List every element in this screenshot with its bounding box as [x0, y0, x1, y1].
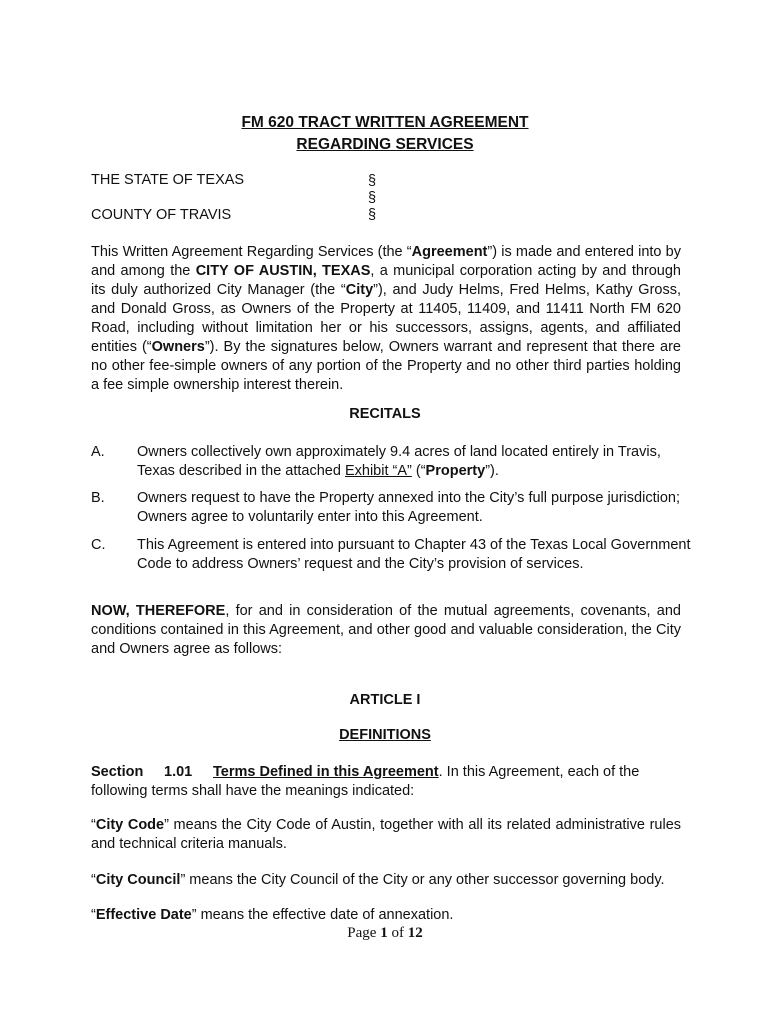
city-council-term: City Council	[95, 872, 181, 888]
recitals-heading: RECITALS	[349, 406, 421, 422]
owners-term: Owners	[151, 339, 205, 355]
recital-c-letter: C.	[91, 537, 106, 553]
definition-city-code: “City Code” means the City Code of Austin, together with all its related administrative rules and technical criteria manuals.	[91, 817, 682, 852]
document-title-line2: REGARDING SERVICES	[296, 136, 474, 153]
now-therefore-lead: NOW, THEREFORE	[91, 603, 226, 619]
section-symbol-1: §	[368, 173, 377, 189]
page-number: 1	[380, 925, 388, 941]
section-number: 1.01	[164, 764, 193, 780]
section-title: Terms Defined in this Agreement	[213, 764, 439, 780]
agreement-term: Agreement	[411, 244, 488, 260]
recital-a-letter: A.	[91, 444, 105, 460]
page-total: 12	[407, 925, 423, 941]
city-name: CITY OF AUSTIN, TEXAS	[195, 263, 371, 279]
page-footer	[0, 925, 770, 942]
definition-effective-date: “Effective Date” means the effective date of annexation.	[91, 907, 454, 923]
of-word: of	[391, 925, 404, 941]
now-therefore-paragraph: NOW, THEREFORE, for and in consideration of the mutual agreements, covenants, and conditions contained in this Agreement, and other good and valuable consideration, the City and Owners agree as follows:	[91, 603, 681, 657]
section-symbol-3: §	[368, 207, 377, 223]
caption-state: THE STATE OF TEXAS	[91, 172, 245, 188]
page-word: Page	[347, 925, 377, 941]
effective-date-term: Effective Date	[95, 907, 192, 923]
recital-c-text: This Agreement is entered into pursuant to Chapter 43 of the Texas Local Government Code to address Owners’ request and the City’s provision of services.	[137, 537, 691, 572]
definitions-heading: DEFINITIONS	[339, 727, 431, 743]
property-term: Property	[425, 463, 486, 479]
section-1-01: Section 1.01 Terms Defined in this Agreement. In this Agreement, each of the following terms shall have the meanings indicated:	[91, 764, 640, 799]
document-title-line1: FM 620 TRACT WRITTEN AGREEMENT	[241, 114, 529, 131]
section-symbol-2: §	[368, 190, 377, 206]
recital-a-text: Owners collectively own approximately 9.4 acres of land located entirely in Travis, Texas described in the attached Exhibit “A” (“Property”).	[137, 444, 661, 479]
city-term: City	[345, 282, 374, 298]
intro-paragraph: This Written Agreement Regarding Services (the “Agreement”) is made and entered into by and among the CITY OF AUSTIN, TEXAS, a municipal corporation acting by and through its duly authorized City Manager (the “City”), and Judy Helms, Fred Helms, Kathy Gross, and Donald Gross, as Owners of the Property at 11405, 11409, and 11411 North FM 620 Road, including without limitation her or his successors, assigns, agents, and affiliated entities (“Owners”). By the signatures below, Owners warrant and represent that there are no other fee-simple owners of any portion of the Property and no other third parties holding a fee simple ownership interest therein.	[91, 244, 682, 393]
exhibit-a-link: Exhibit “A”	[344, 463, 412, 479]
city-code-term: City Code	[95, 817, 165, 833]
caption-county: COUNTY OF TRAVIS	[91, 207, 232, 223]
section-label: Section	[91, 764, 144, 780]
recital-b-letter: B.	[91, 490, 105, 506]
recital-b-text: Owners request to have the Property annexed into the City’s full purpose jurisdiction; Owners agree to voluntarily enter into this Agreement.	[137, 490, 680, 525]
definition-city-council: “City Council” means the City Council of the City or any other successor governing body.	[91, 872, 665, 888]
section-1-01-continuation: following terms shall have the meanings indicated:	[91, 783, 415, 799]
article-heading: ARTICLE I	[349, 692, 421, 708]
